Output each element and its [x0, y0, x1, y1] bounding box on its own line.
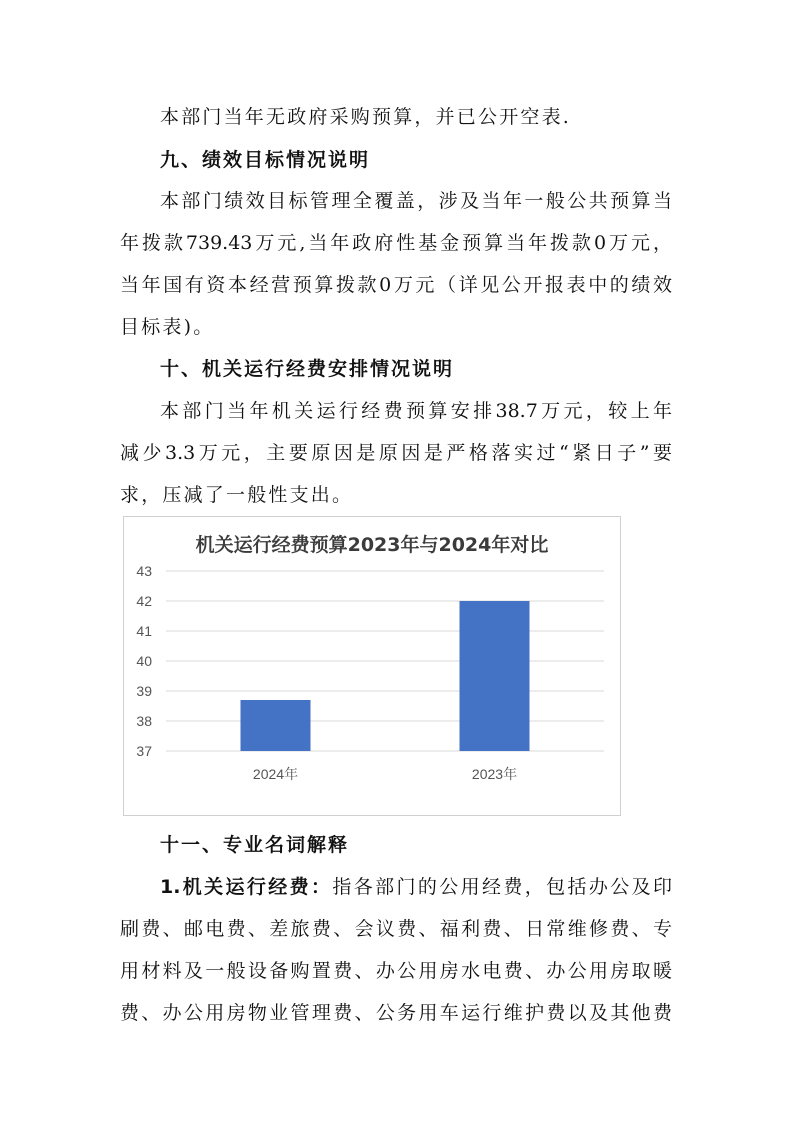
bar-chart — [123, 516, 621, 816]
x-tick-label: 2024年 — [252, 766, 299, 782]
y-tick-label: 40 — [136, 653, 152, 669]
y-tick-label: 37 — [136, 743, 152, 759]
paragraph-line: 求，压减了一般性支出。 — [120, 484, 354, 506]
y-tick-label: 38 — [136, 713, 152, 729]
y-tick-label: 43 — [136, 563, 152, 579]
definition-term: 1.机关运行经费： — [160, 876, 333, 898]
chart-canvas — [124, 517, 620, 815]
paragraph-line: 刷费、邮电费、差旅费、会议费、福利费、日常维修费、专 — [120, 918, 672, 940]
definition-line — [160, 876, 672, 898]
x-tick-label: 2023年 — [471, 766, 518, 782]
section-heading: 十、机关运行经费安排情况说明 — [160, 358, 455, 380]
y-tick-label: 42 — [136, 593, 152, 609]
chart-title: 机关运行经费预算2023年与2024年对比 — [195, 534, 549, 556]
paragraph-line: 当年国有资本经营预算拨款0万元（详见公开报表中的绩效 — [120, 274, 672, 296]
y-tick-label: 39 — [136, 683, 152, 699]
paragraph-line: 目标表)。 — [120, 316, 215, 338]
paragraph-line: 减少3.3万元，主要原因是原因是严格落实过“紧日子”要 — [120, 442, 672, 464]
definition-text: 指各部门的公用经费，包括办公及印 — [332, 876, 672, 898]
paragraph-line: 本部门当年机关运行经费预算安排38.7万元，较上年 — [160, 400, 672, 422]
paragraph-line: 费、办公用房物业管理费、公务用车运行维护费以及其他费 — [120, 1002, 672, 1024]
bar — [460, 601, 530, 751]
paragraph-text: 本部门当年无政府采购预算，并已公开空表. — [160, 106, 572, 128]
y-tick-label: 41 — [136, 623, 152, 639]
section-heading: 十一、专业名词解释 — [160, 834, 350, 856]
paragraph-line: 本部门绩效目标管理全覆盖，涉及当年一般公共预算当 — [160, 190, 672, 212]
paragraph-line: 年拨款739.43万元,当年政府性基金预算当年拨款0万元， — [120, 232, 672, 254]
paragraph-line: 用材料及一般设备购置费、办公用房水电费、办公用房取暖 — [120, 960, 672, 982]
bar — [241, 700, 311, 751]
section-heading: 九、绩效目标情况说明 — [160, 149, 371, 171]
